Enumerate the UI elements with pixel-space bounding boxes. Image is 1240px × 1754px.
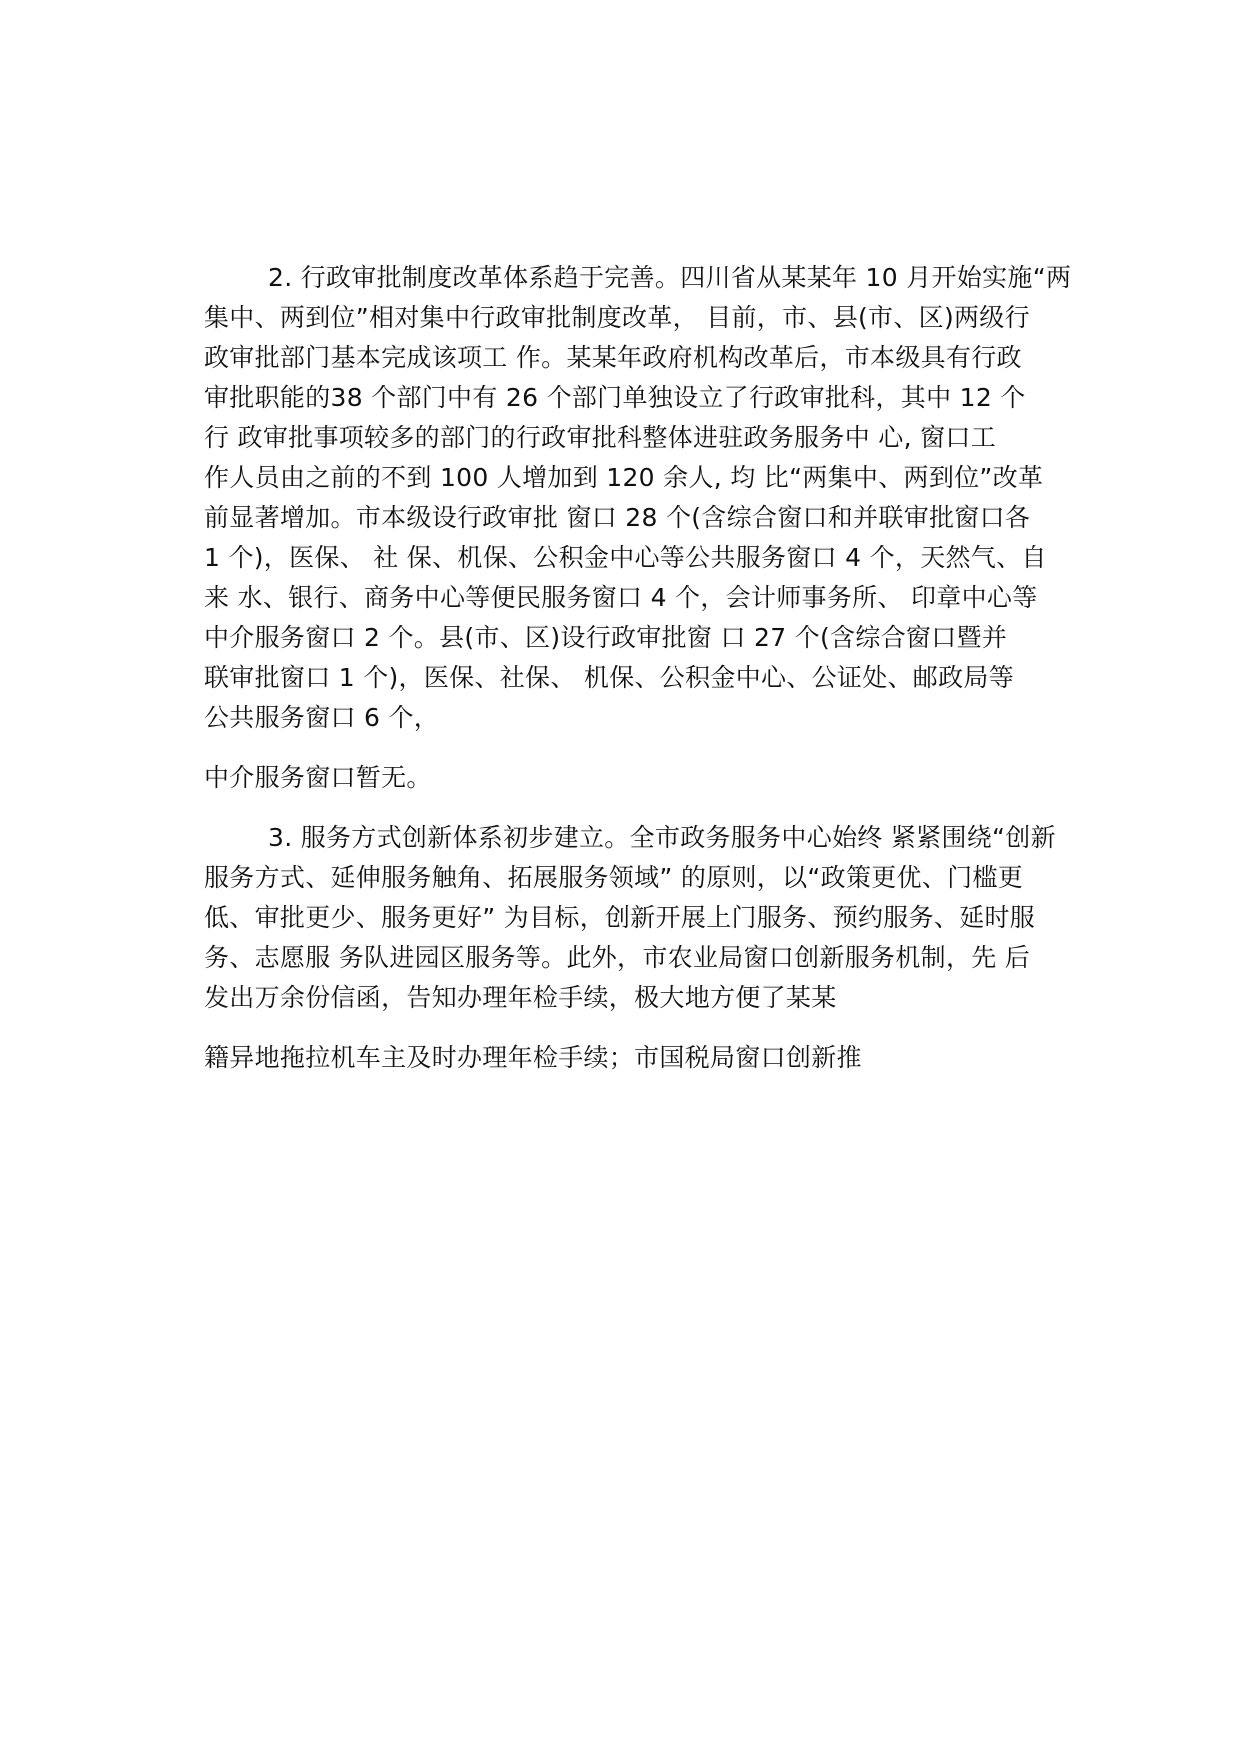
text-line: 3. 服务方式创新体系初步建立。全市政务服务中心始终 紧紧围绕“创新 [268, 823, 1056, 852]
text-line: 服务方式、延伸服务触角、拓展服务领域” 的原则，以“政策更优、门槛更 [204, 863, 1024, 892]
text-line: 审批职能的38 个部门中有 26 个部门单独设立了行政审批科，其中 12 个 [204, 383, 1026, 412]
paragraph-service-innovation [204, 818, 1084, 1078]
text-line: 发出万余份信函，告知办理年检手续，极大地方便了某某 [204, 983, 837, 1012]
text-line: 政审批部门基本完成该项工 作。某某年政府机构改革后，市本级具有行政 [204, 343, 1022, 372]
text-line: 作人员由之前的不到 100 人增加到 120 余人, 均 比“两集中、两到位”改革 [204, 463, 1044, 492]
text-line: 2. 行政审批制度改革体系趋于完善。四川省从某某年 10 月开始实施“两 [268, 263, 1072, 292]
text-line: 前显著增加。市本级设行政审批 窗口 28 个(含综合窗口和并联审批窗口各 [204, 503, 1031, 532]
text-line: 联审批窗口 1 个)，医保、社保、 机保、公积金中心、公证处、邮政局等 [204, 663, 1015, 692]
paragraph-administrative-approval [204, 258, 1084, 798]
document-body [204, 258, 1084, 1078]
text-line: 低、审批更少、服务更好” 为目标，创新开展上门服务、预约服务、延时服 [204, 903, 1036, 932]
text-line: 中介服务窗口暂无。 [204, 763, 432, 792]
text-line: 来 水、银行、商务中心等便民服务窗口 4 个，会计师事务所、 印章中心等 [204, 583, 1038, 612]
text-line: 1 个)，医保、 社 保、机保、公积金中心等公共服务窗口 4 个，天然气、自 [204, 543, 1047, 572]
text-line: 行 政审批事项较多的部门的行政审批科整体进驻政务服务中 心, 窗口工 [204, 423, 996, 452]
text-line: 籍异地拖拉机车主及时办理年检手续；市国税局窗口创新推 [204, 1043, 862, 1072]
text-line: 公共服务窗口 6 个， [204, 703, 440, 732]
text-line: 集中、两到位”相对集中行政审批制度改革， 目前，市、县(市、区)两级行 [204, 303, 1030, 332]
text-line: 中介服务窗口 2 个。县(市、区)设行政审批窗 口 27 个(含综合窗口暨并 [204, 623, 1008, 652]
text-line: 务、志愿服 务队进园区服务等。此外，市农业局窗口创新服务机制，先 后 [204, 943, 1031, 972]
